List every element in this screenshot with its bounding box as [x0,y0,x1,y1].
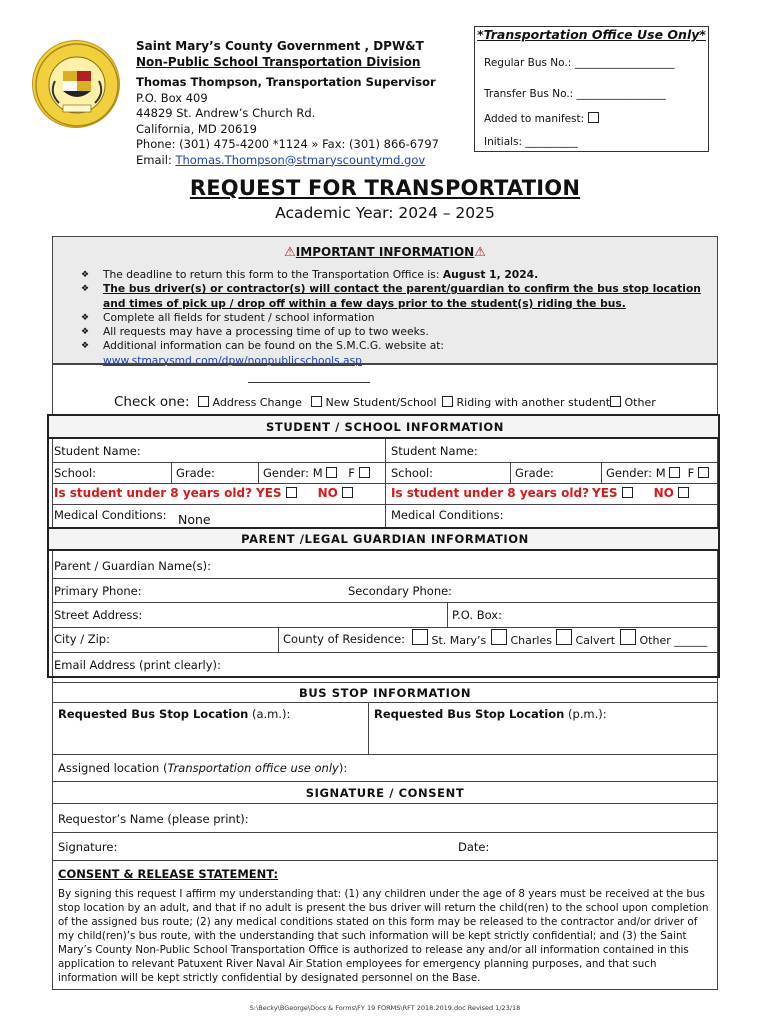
divider [52,702,718,703]
added-manifest-label: Added to manifest: [484,113,585,125]
under8-no-checkbox-1[interactable] [342,487,353,498]
primary-phone-field[interactable]: Primary Phone: [54,584,142,598]
school-field-2[interactable]: School: [391,466,434,480]
no-label-2: NO [653,486,674,500]
divider [248,382,370,383]
important-heading: ⚠IMPORTANT INFORMATION⚠ [284,245,486,260]
county-stmarys-label: St. Mary’s [431,634,487,647]
consent-heading: CONSENT & RELEASE STATEMENT: [58,867,279,881]
county-stmarys-checkbox[interactable] [412,629,428,645]
divider [52,860,718,861]
divider [278,627,279,652]
gender-m-checkbox-2[interactable] [669,467,680,478]
under8-yes-checkbox-1[interactable] [286,487,297,498]
riding-another-label: Riding with another student [456,396,611,409]
gender-label-2: Gender: M [606,466,666,480]
gender-m-checkbox-1[interactable] [326,467,337,478]
riding-another-checkbox[interactable] [442,396,453,407]
student-name-field-2[interactable]: Student Name: [391,444,478,458]
po-box-field[interactable]: P.O. Box: [452,608,502,622]
assigned-location-field: Assigned location (Transportation office use only): [58,761,348,775]
list-item: ❖ The bus driver(s) or contractor(s) will contact the parent/guardian to confirm the bus stop location and times of pick up / drop off within a few days prior to the student(s) riding the bus. [81,282,701,310]
divider [368,702,369,754]
added-manifest-checkbox[interactable] [588,112,599,123]
divider [52,781,718,782]
county-calvert-label: Calvert [575,634,616,647]
office-header [136,39,466,168]
city-state-zip: California, MD 20619 [136,121,257,136]
other-checkbox[interactable] [610,396,621,407]
email-address-field[interactable]: Email Address (print clearly): [54,658,221,672]
consent-statement: By signing this request I affirm my understanding that: (1) any children under the age of 8 years must be received at the bus stop location by an adult, and that if no adult is present the bus driver will return the child(ren) to the school upon completion of the assigned bus route; (2) any medical conditions stated on this form may be released to the contractor and/or driver of my child(ren)’s bus route, with the understanding that such information will be kept strictly confidential; and (3) the Saint Mary’s County Non-Public School Transportation Office is authorized to release any and/or all information contained in this application to relevant Patuxent River Naval Air Station employees for emergency planning purposes, and that such information will be kept strictly confidential by designated personnel on the Base. [58,888,709,984]
important-list [81,268,706,368]
county-charles-checkbox[interactable] [491,629,507,645]
student-name-field-1[interactable]: Student Name: [54,444,141,458]
secondary-phone-field[interactable]: Secondary Phone: [348,584,453,598]
address-change-label: Address Change [212,396,302,409]
gender-label-1: Gender: M [263,466,323,480]
county-seal-logo [32,40,120,128]
bus-stop-heading: BUS STOP INFORMATION [298,686,472,700]
county-charles-label: Charles [510,634,552,647]
city-zip-field[interactable]: City / Zip: [54,632,110,646]
email-label: Email: [136,152,176,167]
diamond-bullet-icon: ❖ [81,341,90,352]
divider [385,439,386,529]
under8-yes-checkbox-2[interactable] [622,487,633,498]
gender-f-label-2: F [687,466,695,480]
diamond-bullet-icon: ❖ [81,284,90,295]
important-info-box [52,236,718,367]
transfer-bus-field[interactable]: Transfer Bus No.: _________________ [484,88,666,100]
signature-field[interactable]: Signature: [58,840,118,854]
county-other-label: Other ______ [639,634,708,647]
bus-stop-pm-field: Requested Bus Stop Location (p.m.): [374,707,607,721]
divider [447,602,448,627]
gender-f-checkbox-2[interactable] [698,467,709,478]
diamond-bullet-icon: ❖ [81,327,90,338]
new-student-checkbox[interactable] [311,396,322,407]
street-address: 44829 St. Andrew’s Church Rd. [136,106,316,120]
check-one-label: Check one: [114,394,190,410]
supervisor-name: Thomas Thompson, Transportation Supervisor [136,75,436,89]
parent-names-field[interactable]: Parent / Guardian Name(s): [54,559,212,573]
county-other-checkbox[interactable] [620,629,636,645]
office-use-box [474,26,709,152]
gender-f-checkbox-1[interactable] [359,467,370,478]
yes-label-2: YES [592,486,618,500]
diamond-bullet-icon: ❖ [81,312,90,323]
file-path-footer: S:\Becky\BGeorge\Docs & Forms\FY 19 FORMS\RFT 2018.2019.doc Revised 1/23/18 [249,1004,521,1012]
regular-bus-field[interactable]: Regular Bus No.: ___________________ [484,57,675,69]
county-label: County of Residence: [283,632,406,646]
bus-stop-am-field: Requested Bus Stop Location (a.m.): [58,707,291,721]
academic-year: Academic Year: 2024 – 2025 [275,204,495,222]
under-8-question-2: Is student under 8 years old? [391,486,590,500]
other-label: Other [624,396,656,409]
parent-section-heading: PARENT /LEGAL GUARDIAN INFORMATION [241,532,529,546]
date-field[interactable]: Date: [458,840,490,854]
divider [258,462,259,483]
warning-icon: ⚠ [474,245,486,260]
signature-heading: SIGNATURE / CONSENT [305,786,465,800]
gender-f-label-1: F [348,466,355,480]
grade-field-1[interactable]: Grade: [176,466,215,480]
list-item: ❖ The deadline to return this form to the Transportation Office is: August 1, 2024. [81,268,539,281]
divider [510,462,511,483]
form-title: REQUEST FOR TRANSPORTATION [189,176,581,200]
divider [52,602,718,603]
org-line-2: Non-Public School Transportation Division [136,54,421,69]
divider [52,682,718,683]
no-label-1: NO [317,486,338,500]
phone-fax: Phone: (301) 475-4200 *1124 » Fax: (301) 866-6797 [136,137,440,151]
divider [52,832,718,833]
email-link[interactable]: Thomas.Thompson@stmaryscountymd.gov [175,152,426,167]
warning-icon: ⚠ [284,245,296,260]
medical-conditions-field-2[interactable]: Medical Conditions: [391,508,504,522]
divider [52,803,718,804]
initials-field[interactable]: Initials: __________ [484,136,578,148]
po-box: P.O. Box 409 [136,90,208,105]
student-section-heading: STUDENT / SCHOOL INFORMATION [266,420,504,434]
divider [52,578,718,579]
diamond-bullet-icon: ❖ [81,270,90,280]
website-link[interactable]: www.stmarysmd.com/dpw/nonpublicschools.asp [103,353,362,367]
divider [601,462,602,483]
divider [52,754,718,755]
list-item: ❖ Additional information can be found on the S.M.C.G. website at: www.stmarysmd.com/dpw/nonpublicschools.asp [81,339,445,367]
yes-label-1: YES [256,486,282,500]
address-change-checkbox[interactable] [198,396,209,407]
medical-conditions-value-1[interactable]: None [178,512,211,527]
medical-conditions-label-1: Medical Conditions: [54,508,167,522]
list-item: ❖ Complete all fields for student / school information [81,310,375,324]
under-8-question-1: Is student under 8 years old? [54,486,253,500]
school-field-1[interactable]: School: [54,466,97,480]
divider [171,462,172,483]
county-calvert-checkbox[interactable] [556,629,572,645]
org-line-1: Saint Mary’s County Government , DPW&T [136,39,424,53]
divider [52,627,718,628]
new-student-label: New Student/School [325,396,437,409]
divider [52,652,718,653]
grade-field-2[interactable]: Grade: [515,466,554,480]
list-item: ❖ All requests may have a processing time of up to two weeks. [81,325,429,339]
street-address-field[interactable]: Street Address: [54,608,143,622]
office-use-title: *Transportation Office Use Only* [477,27,706,42]
requestor-name-field[interactable]: Requestor’s Name (please print): [58,812,249,826]
under8-no-checkbox-2[interactable] [678,487,689,498]
